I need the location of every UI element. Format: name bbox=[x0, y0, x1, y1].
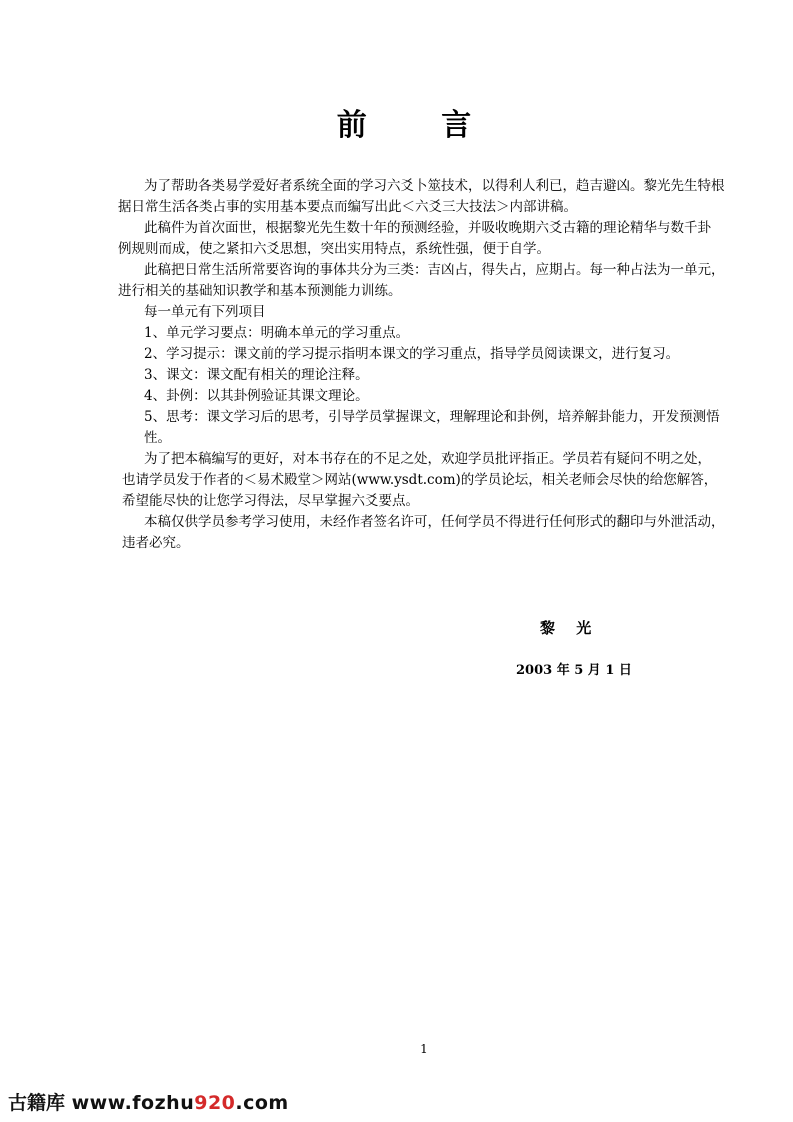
watermark-domain-c: .com bbox=[235, 1092, 289, 1114]
list-item: 5、思考：课文学习后的思考，引导学员掌握课文，理解理论和卦例，培养解卦能力，开发预测悟 bbox=[144, 409, 720, 425]
watermark-domain-a: www.fozhu bbox=[71, 1092, 195, 1114]
watermark-prefix: 古籍库 bbox=[8, 1092, 72, 1114]
paragraph-line: 为了帮助各类易学爱好者系统全面的学习六爻卜筮技术，以得利人利已，趋吉避凶。黎光先生特根 bbox=[144, 178, 725, 194]
paragraph-line: 例规则而成，使之紧扣六爻思想，突出实用特点，系统性强，便于自学。 bbox=[118, 241, 550, 257]
list-heading: 每一单元有下列项目 bbox=[144, 304, 266, 320]
author-signature: 黎 光 bbox=[540, 619, 600, 637]
signature-date: 2003 年 5 月 1 日 bbox=[516, 663, 632, 678]
list-item-continuation: 性。 bbox=[144, 430, 171, 446]
watermark-domain-b: 920 bbox=[194, 1092, 236, 1114]
page-title: 前 言 bbox=[336, 108, 504, 143]
list-item: 4、卦例：以其卦例验证其课文理论。 bbox=[144, 388, 369, 404]
preface-body bbox=[118, 176, 758, 554]
site-watermark bbox=[8, 1088, 289, 1115]
list-item: 3、课文：课文配有相关的理论注释。 bbox=[144, 367, 369, 383]
list-item: 1、单元学习要点：明确本单元的学习重点。 bbox=[144, 325, 410, 341]
paragraph-line: 进行相关的基础知识教学和基本预测能力训练。 bbox=[118, 283, 402, 299]
list-item: 2、学习提示：课文前的学习提示指明本课文的学习重点，指导学员阅读课文，进行复习。 bbox=[144, 346, 680, 362]
paragraph-line: 此稿件为首次面世，根据黎光先生数十年的预测经验，并吸收晚期六爻古籍的理论精华与数千卦 bbox=[144, 220, 711, 236]
paragraph-line: 据日常生活各类占事的实用基本要点而编写出此＜六爻三大技法＞内部讲稿。 bbox=[118, 199, 577, 215]
paragraph-line: 希望能尽快的让您学习得法，尽早掌握六爻要点。 bbox=[122, 493, 419, 509]
paragraph-line: 此稿把日常生活所常要咨询的事体共分为三类：吉凶占，得失占，应期占。每一种占法为一单元， bbox=[144, 262, 725, 278]
paragraph-line: 违者必究。 bbox=[122, 535, 190, 551]
page-number: 1 bbox=[420, 1042, 428, 1056]
paragraph-line: 也请学员发于作者的＜易术殿堂＞网站(www.ysdt.com)的学员论坛，相关老师会尽快的给您解答， bbox=[122, 472, 718, 488]
paragraph-line: 本稿仅供学员参考学习使用，未经作者签名许可，任何学员不得进行任何形式的翻印与外泄活动， bbox=[144, 514, 725, 530]
paragraph-line: 为了把本稿编写的更好，对本书存在的不足之处，欢迎学员批评指正。学员若有疑问不明之处， bbox=[144, 451, 711, 467]
